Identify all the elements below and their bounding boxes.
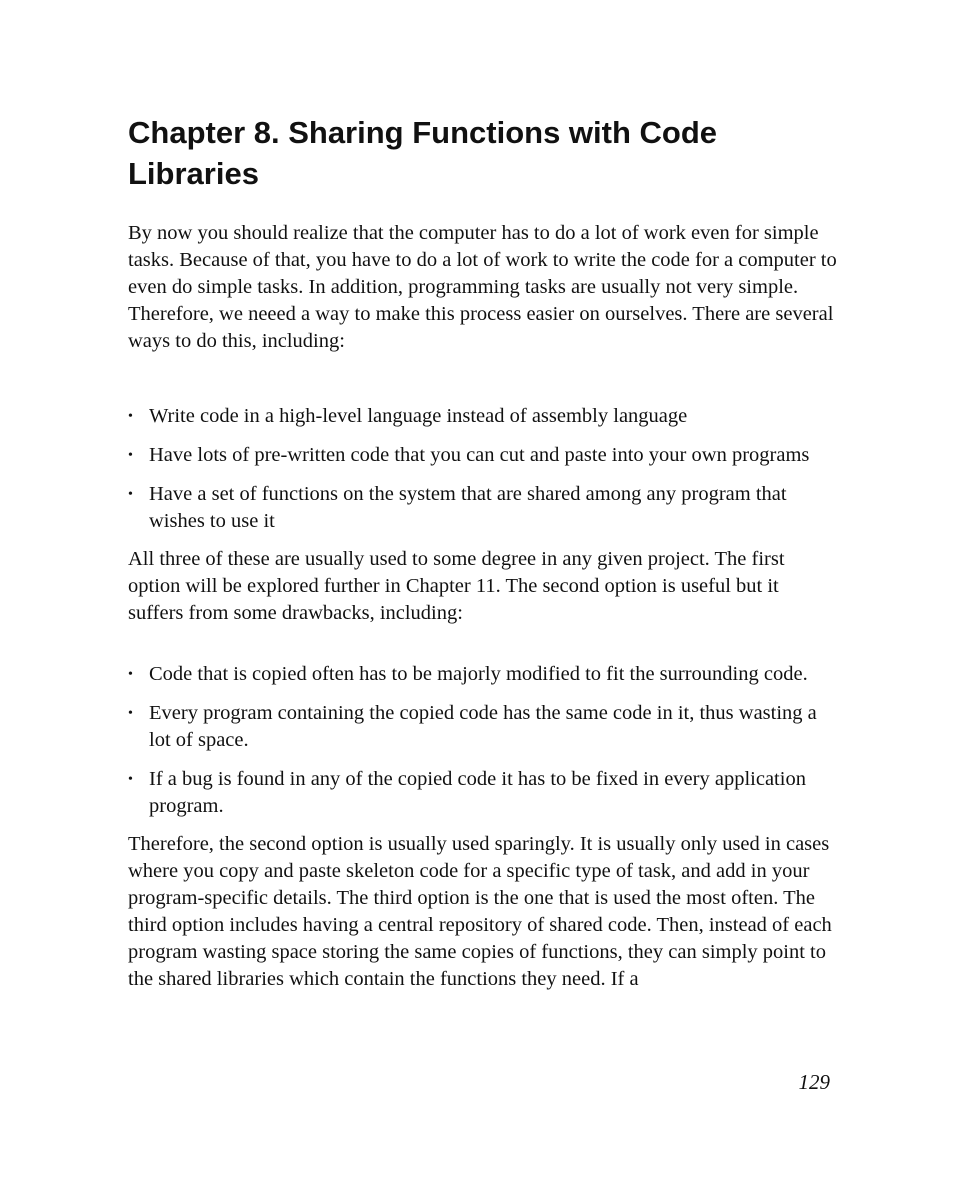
ways-list: [128, 403, 838, 547]
list-item: • Every program containing the copied code has the same code in it, thus wasting a lot of space.: [128, 700, 838, 754]
list-item: • Code that is copied often has to be majorly modified to fit the surrounding code.: [128, 661, 838, 688]
list-item: • Have a set of functions on the system that are shared among any program that wishes to use it: [128, 481, 838, 535]
options-paragraph: All three of these are usually used to some degree in any given project. The first option will be explored further in Chapter 11. The second option is useful but it suffers from some drawbacks, including:: [128, 548, 785, 624]
intro-paragraph: By now you should realize that the computer has to do a lot of work even for simple tasks. Because of that, you have to do a lot of work to write the code for a computer to even do simple tasks. In addition, programming tasks are usually not very simple. Therefore, we neeed a way to make this process easier on ourselves. There are several ways to do this, including:: [128, 222, 837, 352]
conclusion-paragraph: Therefore, the second option is usually used sparingly. It is usually only used in cases where you copy and paste skeleton code for a specific type of task, and add in your program-specific details. The third option is the one that is used the most often. The third option includes having a central repository of shared code. Then, instead of each program wasting space storing the same copies of functions, they can simply point to the shared libraries which contain the functions they need. If a: [128, 833, 832, 990]
chapter-title: Chapter 8. Sharing Functions with Code Libraries: [128, 115, 718, 191]
list-item: • If a bug is found in any of the copied code it has to be fixed in every application program.: [128, 766, 838, 820]
page-number: 129: [798, 1070, 830, 1094]
list-item: • Have lots of pre-written code that you can cut and paste into your own programs: [128, 442, 838, 469]
drawbacks-list: [128, 661, 838, 832]
list-item: • Write code in a high-level language instead of assembly language: [128, 403, 838, 430]
